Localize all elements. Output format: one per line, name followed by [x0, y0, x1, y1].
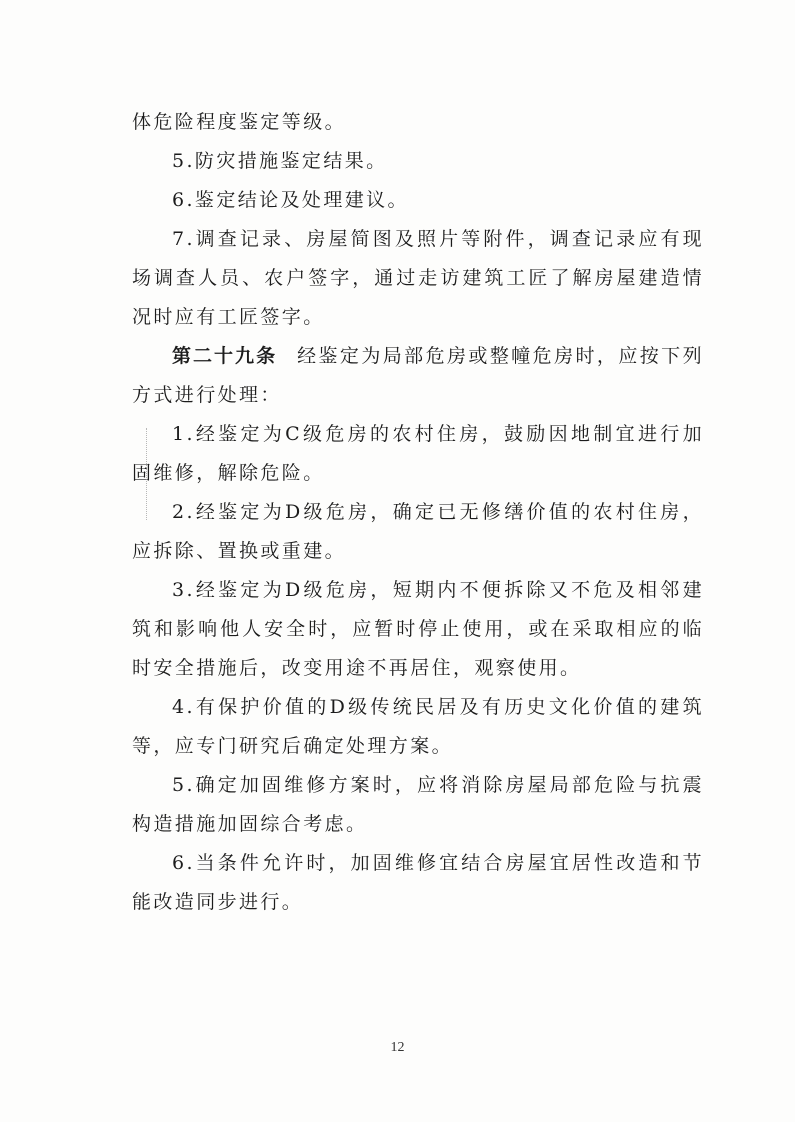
list-item-1: 1.经鉴定为C级危房的农村住房，鼓励因地制宜进行加固维修，解除危险。: [132, 423, 704, 484]
article-heading: 第二十九条: [172, 345, 278, 367]
document-body: [132, 103, 704, 922]
page-number: 12: [390, 1040, 405, 1055]
paragraph-item-5: 5.防灾措施鉴定结果。: [172, 150, 388, 172]
paragraph-item-6: 6.鉴定结论及处理建议。: [172, 189, 409, 211]
list-item-5: 5.确定加固维修方案时，应将消除房屋局部危险与抗震构造措施加固综合考虑。: [132, 774, 704, 835]
paragraph-continuation: 体危险程度鉴定等级。: [132, 111, 347, 133]
article-text: 经鉴定为局部危房或整幢危房时，应按下列方式进行处理：: [132, 345, 704, 406]
list-item-2: 2.经鉴定为D级危房，确定已无修缮价值的农村住房，应拆除、置换或重建。: [132, 501, 704, 562]
list-item-3: 3.经鉴定为D级危房，短期内不便拆除又不危及相邻建筑和影响他人安全时，应暂时停止使用，或在采取相应的临时安全措施后，改变用途不再居住，观察使用。: [132, 579, 704, 679]
scan-margin-mark: [146, 428, 148, 520]
paragraph-item-7: 7.调查记录、房屋简图及照片等附件，调查记录应有现场调查人员、农户签字，通过走访建筑工匠了解房屋建造情况时应有工匠签字。: [132, 228, 704, 328]
article-paragraph: [132, 337, 704, 415]
list-item-6: 6.当条件允许时，加固维修宜结合房屋宜居性改造和节能改造同步进行。: [132, 852, 704, 913]
list-item-4: 4.有保护价值的D级传统民居及有历史文化价值的建筑等，应专门研究后确定处理方案。: [132, 696, 704, 757]
